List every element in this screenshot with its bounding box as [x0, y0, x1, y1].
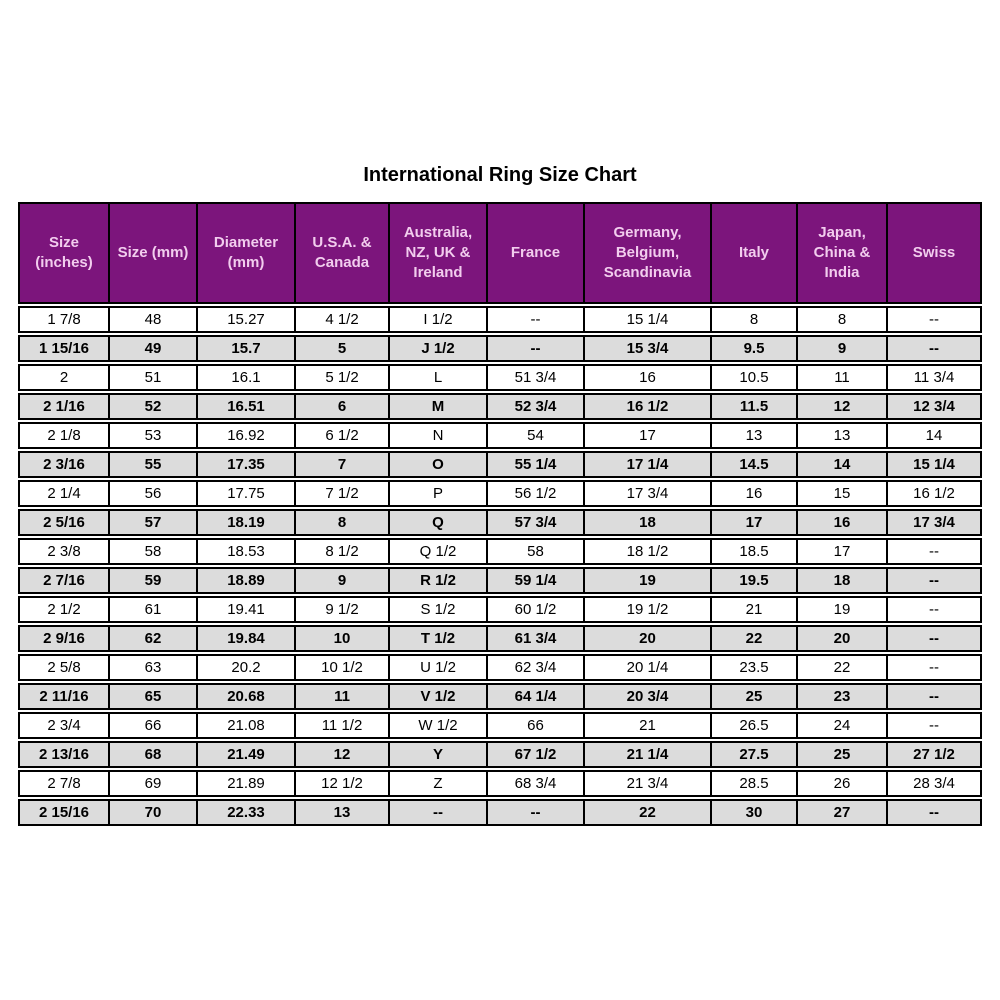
- cell: 21: [712, 596, 798, 623]
- column-header: Japan, China & India: [798, 202, 888, 304]
- cell: --: [888, 306, 982, 333]
- cell: 21.49: [198, 741, 296, 768]
- cell: --: [888, 335, 982, 362]
- cell: 25: [712, 683, 798, 710]
- cell: 19 1/2: [585, 596, 712, 623]
- cell: 62: [110, 625, 198, 652]
- cell: 21 3/4: [585, 770, 712, 797]
- column-header: Size (mm): [110, 202, 198, 304]
- cell: 12: [296, 741, 390, 768]
- cell: 9 1/2: [296, 596, 390, 623]
- cell: 16: [798, 509, 888, 536]
- cell: N: [390, 422, 488, 449]
- table-row: [18, 509, 982, 536]
- cell: 7 1/2: [296, 480, 390, 507]
- cell: 28 3/4: [888, 770, 982, 797]
- cell: 15.7: [198, 335, 296, 362]
- cell: 20.68: [198, 683, 296, 710]
- cell: --: [888, 625, 982, 652]
- cell: 19: [798, 596, 888, 623]
- cell: 58: [488, 538, 585, 565]
- cell: 2 11/16: [18, 683, 110, 710]
- cell: 61 3/4: [488, 625, 585, 652]
- cell: 23: [798, 683, 888, 710]
- cell: J 1/2: [390, 335, 488, 362]
- table-row: [18, 625, 982, 652]
- cell: 2 1/2: [18, 596, 110, 623]
- cell: 60 1/2: [488, 596, 585, 623]
- cell: 66: [488, 712, 585, 739]
- cell: 20.2: [198, 654, 296, 681]
- cell: 23.5: [712, 654, 798, 681]
- cell: 58: [110, 538, 198, 565]
- cell: --: [390, 799, 488, 826]
- table-row: [18, 393, 982, 420]
- cell: 19.84: [198, 625, 296, 652]
- cell: 8: [798, 306, 888, 333]
- cell: 15: [798, 480, 888, 507]
- cell: 57: [110, 509, 198, 536]
- cell: 2: [18, 364, 110, 391]
- cell: 14: [888, 422, 982, 449]
- cell: 16.92: [198, 422, 296, 449]
- cell: 27: [798, 799, 888, 826]
- cell: 18: [798, 567, 888, 594]
- cell: 15.27: [198, 306, 296, 333]
- cell: 2 15/16: [18, 799, 110, 826]
- cell: 21.89: [198, 770, 296, 797]
- cell: 2 1/4: [18, 480, 110, 507]
- cell: 18.5: [712, 538, 798, 565]
- cell: 56: [110, 480, 198, 507]
- cell: 16.1: [198, 364, 296, 391]
- cell: S 1/2: [390, 596, 488, 623]
- cell: 68: [110, 741, 198, 768]
- cell: 2 7/16: [18, 567, 110, 594]
- cell: 20: [585, 625, 712, 652]
- cell: 5 1/2: [296, 364, 390, 391]
- cell: M: [390, 393, 488, 420]
- cell: 13: [798, 422, 888, 449]
- cell: 11: [296, 683, 390, 710]
- cell: 9: [296, 567, 390, 594]
- cell: 52: [110, 393, 198, 420]
- cell: 19: [585, 567, 712, 594]
- cell: 53: [110, 422, 198, 449]
- cell: --: [888, 799, 982, 826]
- cell: 7: [296, 451, 390, 478]
- cell: 2 7/8: [18, 770, 110, 797]
- cell: 13: [712, 422, 798, 449]
- cell: 18.53: [198, 538, 296, 565]
- column-header: Australia, NZ, UK & Ireland: [390, 202, 488, 304]
- cell: 8: [296, 509, 390, 536]
- column-header: Germany, Belgium, Scandinavia: [585, 202, 712, 304]
- cell: V 1/2: [390, 683, 488, 710]
- ring-size-table: [18, 200, 982, 828]
- cell: 59 1/4: [488, 567, 585, 594]
- cell: L: [390, 364, 488, 391]
- column-header: Diameter (mm): [198, 202, 296, 304]
- cell: 17 3/4: [585, 480, 712, 507]
- cell: 16.51: [198, 393, 296, 420]
- cell: 11 1/2: [296, 712, 390, 739]
- cell: --: [488, 335, 585, 362]
- cell: --: [888, 712, 982, 739]
- cell: --: [888, 683, 982, 710]
- cell: --: [488, 306, 585, 333]
- cell: 30: [712, 799, 798, 826]
- cell: 18 1/2: [585, 538, 712, 565]
- cell: 9.5: [712, 335, 798, 362]
- cell: 24: [798, 712, 888, 739]
- cell: 2 3/4: [18, 712, 110, 739]
- cell: 67 1/2: [488, 741, 585, 768]
- cell: --: [888, 567, 982, 594]
- cell: Q: [390, 509, 488, 536]
- cell: 18.19: [198, 509, 296, 536]
- header-row: [18, 202, 982, 304]
- column-header: France: [488, 202, 585, 304]
- cell: 10 1/2: [296, 654, 390, 681]
- column-header: U.S.A. & Canada: [296, 202, 390, 304]
- table-row: [18, 306, 982, 333]
- table-row: [18, 654, 982, 681]
- cell: 12 3/4: [888, 393, 982, 420]
- cell: 11: [798, 364, 888, 391]
- cell: 55: [110, 451, 198, 478]
- cell: 16 1/2: [888, 480, 982, 507]
- cell: 8: [712, 306, 798, 333]
- cell: 2 5/16: [18, 509, 110, 536]
- cell: 11.5: [712, 393, 798, 420]
- cell: --: [888, 654, 982, 681]
- cell: 54: [488, 422, 585, 449]
- column-header: Italy: [712, 202, 798, 304]
- cell: 5: [296, 335, 390, 362]
- cell: 1 15/16: [18, 335, 110, 362]
- table-container: [18, 200, 982, 828]
- column-header: Swiss: [888, 202, 982, 304]
- cell: Y: [390, 741, 488, 768]
- cell: T 1/2: [390, 625, 488, 652]
- cell: 15 1/4: [888, 451, 982, 478]
- cell: 17.75: [198, 480, 296, 507]
- cell: 65: [110, 683, 198, 710]
- cell: 49: [110, 335, 198, 362]
- cell: 11 3/4: [888, 364, 982, 391]
- table-row: [18, 799, 982, 826]
- cell: 22: [712, 625, 798, 652]
- cell: 2 5/8: [18, 654, 110, 681]
- cell: 63: [110, 654, 198, 681]
- cell: I 1/2: [390, 306, 488, 333]
- cell: Z: [390, 770, 488, 797]
- cell: 56 1/2: [488, 480, 585, 507]
- chart-title: International Ring Size Chart: [363, 164, 637, 186]
- cell: 20 1/4: [585, 654, 712, 681]
- cell: 16 1/2: [585, 393, 712, 420]
- table-row: [18, 770, 982, 797]
- cell: 14.5: [712, 451, 798, 478]
- cell: 22: [585, 799, 712, 826]
- cell: --: [888, 596, 982, 623]
- cell: O: [390, 451, 488, 478]
- cell: 20 3/4: [585, 683, 712, 710]
- cell: 12: [798, 393, 888, 420]
- cell: --: [888, 538, 982, 565]
- table-row: [18, 422, 982, 449]
- cell: 18.89: [198, 567, 296, 594]
- cell: 55 1/4: [488, 451, 585, 478]
- cell: 2 9/16: [18, 625, 110, 652]
- cell: 20: [798, 625, 888, 652]
- cell: 18: [585, 509, 712, 536]
- table-row: [18, 451, 982, 478]
- cell: 66: [110, 712, 198, 739]
- cell: 17: [712, 509, 798, 536]
- table-body: [18, 306, 982, 826]
- cell: 17: [798, 538, 888, 565]
- cell: 21: [585, 712, 712, 739]
- cell: 2 3/8: [18, 538, 110, 565]
- cell: 9: [798, 335, 888, 362]
- table-row: [18, 683, 982, 710]
- cell: 26.5: [712, 712, 798, 739]
- cell: 21 1/4: [585, 741, 712, 768]
- cell: 22: [798, 654, 888, 681]
- cell: 21.08: [198, 712, 296, 739]
- table-row: [18, 596, 982, 623]
- cell: 2 1/16: [18, 393, 110, 420]
- cell: 6 1/2: [296, 422, 390, 449]
- cell: 62 3/4: [488, 654, 585, 681]
- cell: 12 1/2: [296, 770, 390, 797]
- cell: 6: [296, 393, 390, 420]
- cell: 2 1/8: [18, 422, 110, 449]
- cell: 51: [110, 364, 198, 391]
- cell: 28.5: [712, 770, 798, 797]
- cell: 15 3/4: [585, 335, 712, 362]
- cell: W 1/2: [390, 712, 488, 739]
- table-row: [18, 480, 982, 507]
- cell: 10: [296, 625, 390, 652]
- cell: 17: [585, 422, 712, 449]
- cell: 22.33: [198, 799, 296, 826]
- cell: 70: [110, 799, 198, 826]
- cell: 25: [798, 741, 888, 768]
- cell: 64 1/4: [488, 683, 585, 710]
- cell: 17 1/4: [585, 451, 712, 478]
- cell: 10.5: [712, 364, 798, 391]
- cell: 2 3/16: [18, 451, 110, 478]
- cell: P: [390, 480, 488, 507]
- cell: 27.5: [712, 741, 798, 768]
- cell: 16: [712, 480, 798, 507]
- cell: 2 13/16: [18, 741, 110, 768]
- cell: 52 3/4: [488, 393, 585, 420]
- cell: U 1/2: [390, 654, 488, 681]
- cell: 15 1/4: [585, 306, 712, 333]
- cell: 19.5: [712, 567, 798, 594]
- cell: 57 3/4: [488, 509, 585, 536]
- table-header: [18, 202, 982, 304]
- cell: 4 1/2: [296, 306, 390, 333]
- cell: 14: [798, 451, 888, 478]
- cell: 17 3/4: [888, 509, 982, 536]
- cell: 27 1/2: [888, 741, 982, 768]
- table-row: [18, 712, 982, 739]
- cell: 17.35: [198, 451, 296, 478]
- cell: 51 3/4: [488, 364, 585, 391]
- cell: 61: [110, 596, 198, 623]
- cell: Q 1/2: [390, 538, 488, 565]
- cell: --: [488, 799, 585, 826]
- table-row: [18, 741, 982, 768]
- table-row: [18, 364, 982, 391]
- cell: 1 7/8: [18, 306, 110, 333]
- table-row: [18, 538, 982, 565]
- cell: 69: [110, 770, 198, 797]
- cell: 68 3/4: [488, 770, 585, 797]
- cell: 13: [296, 799, 390, 826]
- cell: 16: [585, 364, 712, 391]
- cell: 8 1/2: [296, 538, 390, 565]
- table-row: [18, 567, 982, 594]
- cell: R 1/2: [390, 567, 488, 594]
- table-row: [18, 335, 982, 362]
- column-header: Size (inches): [18, 202, 110, 304]
- cell: 48: [110, 306, 198, 333]
- cell: 19.41: [198, 596, 296, 623]
- cell: 59: [110, 567, 198, 594]
- cell: 26: [798, 770, 888, 797]
